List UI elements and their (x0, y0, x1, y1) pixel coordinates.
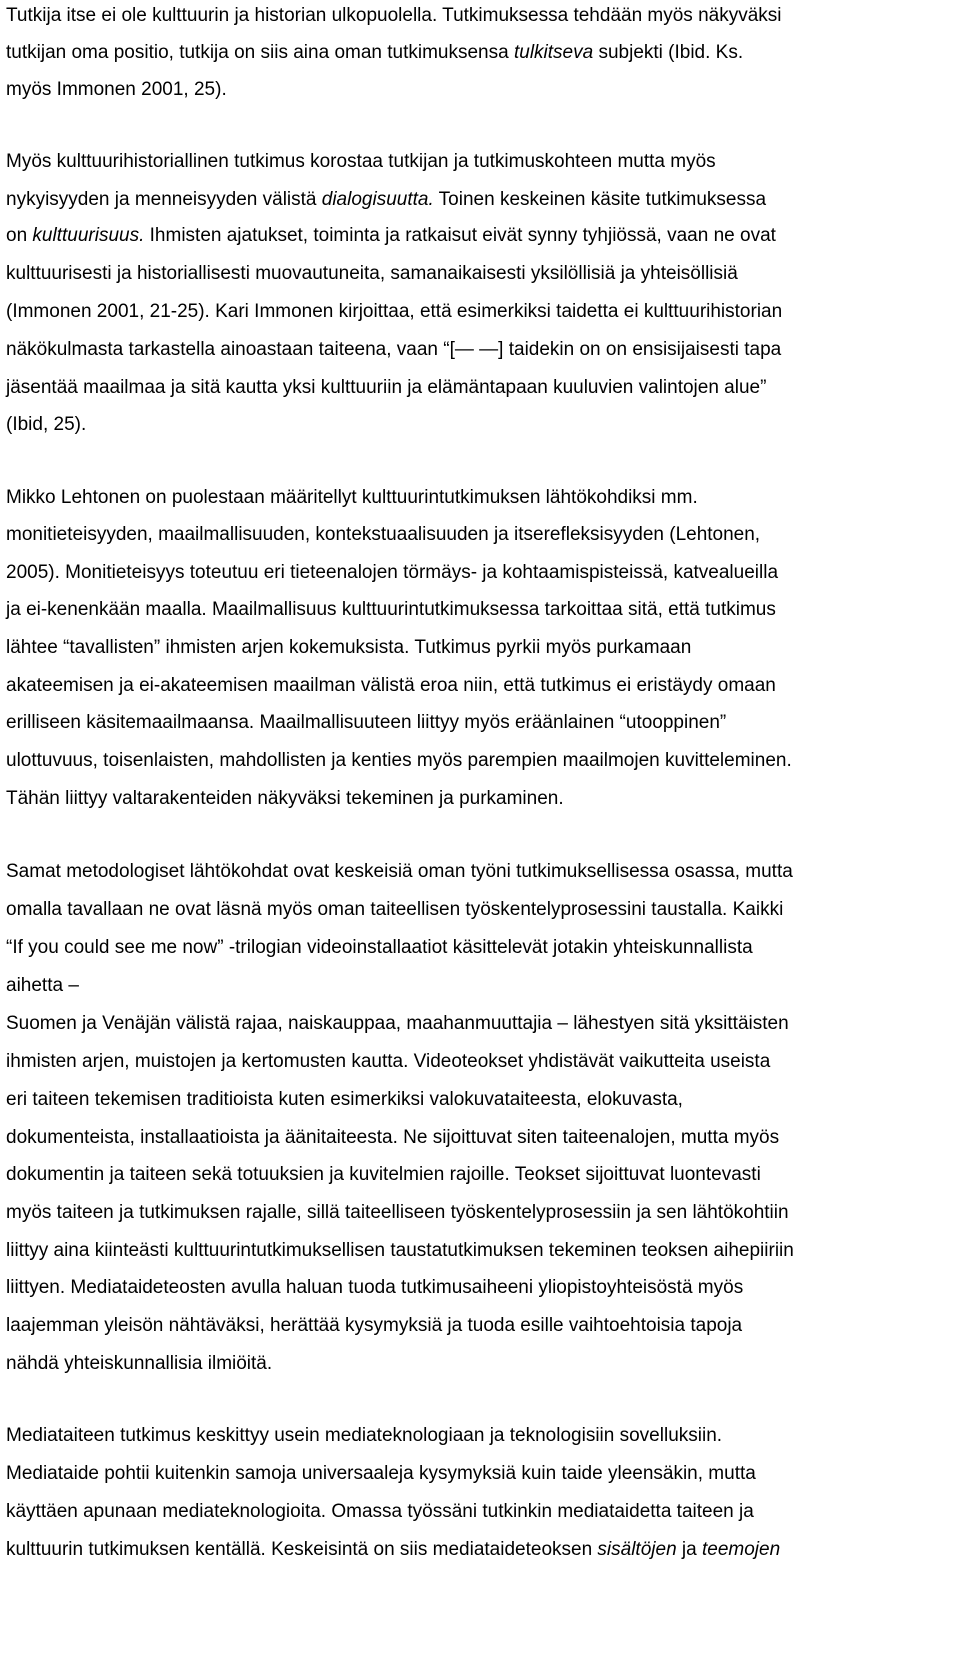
text-line (6, 561, 778, 585)
text-run: ihmisten arjen, muistojen ja kertomusten kautta. Videoteokset yhdistävät vaikutteita useista (6, 1051, 771, 1072)
text-run: ja (676, 1539, 702, 1560)
text-run: erilliseen käsitemaailmaansa. Maailmallisuuteen liittyy myös eräänlainen “utooppinen” (6, 712, 727, 733)
text-line (6, 300, 782, 324)
text-line (6, 860, 793, 884)
text-run: Suomen ja Venäjän välistä rajaa, naiskauppaa, maahanmuuttajia – lähestyen sitä yksittäisten (6, 1013, 789, 1034)
text-run: “If you could see me now” -trilogian videoinstallaatiot käsittelevät jotakin yhteiskunnallista (6, 937, 753, 958)
text-line (6, 150, 716, 174)
text-run: omalla tavallaan ne ovat läsnä myös oman taiteellisen työskentelyprosessini taustalla. Kaikki (6, 899, 784, 920)
text-run: eri taiteen tekemisen traditioista kuten esimerkiksi valokuvataiteesta, elokuvasta, (6, 1089, 683, 1110)
text-line (6, 898, 783, 922)
text-run: Tähän liittyy valtarakenteiden näkyväksi tekeminen ja purkaminen. (6, 788, 564, 809)
text-run: lähtee “tavallisten” ihmisten arjen kokemuksista. Tutkimus pyrkii myös purkamaan (6, 637, 692, 658)
italic-term: kulttuurisuus. (32, 225, 145, 246)
text-line (6, 1126, 779, 1150)
text-line (6, 1462, 756, 1486)
italic-term: sisältöjen (597, 1539, 677, 1560)
text-run: kulttuurin tutkimuksen kentällä. Keskeisintä on siis mediataideteoksen (6, 1539, 598, 1560)
text-line (6, 711, 726, 735)
text-run: Ihmisten ajatukset, toiminta ja ratkaisut eivät synny tyhjiössä, vaan ne ovat (144, 225, 776, 246)
text-line (6, 598, 776, 622)
text-run: Mediataide pohtii kuitenkin samoja universaaleja kysymyksiä kuin taide yleensäkin, mutta (6, 1463, 756, 1484)
text-run: myös taiteen ja tutkimuksen rajalle, sillä taiteelliseen työskentelyprosessiin ja sen lähtökohtiin (6, 1202, 789, 1223)
text-run: tutkijan oma positio, tutkija on siis aina oman tutkimuksensa (6, 42, 514, 63)
text-run: Toinen keskeinen käsite tutkimuksessa (433, 189, 767, 210)
text-line (6, 1012, 789, 1036)
text-line (6, 1050, 770, 1074)
text-line (6, 1276, 743, 1300)
text-line (6, 1352, 272, 1376)
text-line (6, 4, 782, 28)
text-line (6, 338, 781, 362)
text-run: dokumentin ja taiteen sekä totuuksien ja kuvitelmien rajoille. Teokset sijoittuvat luontevasti (6, 1164, 761, 1185)
text-line (6, 1314, 742, 1338)
text-run: liittyy aina kiinteästi kulttuurintutkimuksellisen taustatutkimuksen tekeminen teoksen aihepiiriin (6, 1240, 794, 1261)
text-run: (Immonen 2001, 21-25). Kari Immonen kirjoittaa, että esimerkiksi taidetta ei kulttuurihistorian (6, 301, 783, 322)
text-run: Myös kulttuurihistoriallinen tutkimus korostaa tutkijan ja tutkimuskohteen mutta myös (6, 151, 716, 172)
text-line (6, 413, 86, 437)
text-run: näkökulmasta tarkastella ainoastaan taiteena, vaan “[— —] taidekin on on ensisijaisesti tapa (6, 339, 782, 360)
text-run: on (6, 225, 33, 246)
text-line (6, 262, 738, 286)
text-line (6, 674, 776, 698)
text-line (6, 41, 743, 65)
italic-term: dialogisuutta. (321, 189, 434, 210)
text-run: Tutkija itse ei ole kulttuurin ja historian ulkopuolella. Tutkimuksessa tehdään myös näkyväksi (6, 5, 782, 26)
text-run: jäsentää maailmaa ja sitä kautta yksi kulttuuriin ja elämäntapaan kuuluvien valintojen alue” (6, 377, 767, 398)
text-run: ja ei-kenenkään maalla. Maailmallisuus kulttuurintutkimuksessa tarkoittaa sitä, että tutkimus (6, 599, 776, 620)
text-run: Samat metodologiset lähtökohdat ovat keskeisiä oman työni tutkimuksellisessa osassa, mutta (6, 861, 793, 882)
text-line (6, 749, 792, 773)
text-run: Mediataiteen tutkimus keskittyy usein mediateknologiaan ja teknologisiin sovelluksiin. (6, 1425, 723, 1446)
text-run: Mikko Lehtonen on puolestaan määritellyt kulttuurintutkimuksen lähtökohdiksi mm. (6, 487, 698, 508)
text-run: aihetta – (6, 975, 79, 996)
text-run: liittyen. Mediataideteosten avulla haluan tuoda tutkimusaiheeni yliopistoyhteisöstä myös (6, 1277, 744, 1298)
text-line (6, 1424, 722, 1448)
text-line (6, 486, 698, 510)
italic-term: teemojen (702, 1539, 781, 1560)
text-run: dokumenteista, installaatioista ja äänitaiteesta. Ne sijoittuvat siten taiteenalojen, mutta myös (6, 1127, 780, 1148)
text-run: (Ibid, 25). (6, 414, 87, 435)
text-line (6, 376, 766, 400)
text-line (6, 636, 691, 660)
text-line (6, 1201, 789, 1225)
text-run: laajemman yleisön nähtäväksi, herättää kysymyksiä ja tuoda esille vaihtoehtoisia tapoja (6, 1315, 743, 1336)
text-run: myös Immonen 2001, 25). (6, 79, 227, 100)
text-run: kulttuurisesti ja historiallisesti muovautuneita, samanaikaisesti yksilöllisiä ja yhteisöllisiä (6, 263, 738, 284)
text-line (6, 936, 753, 960)
text-run: käyttäen apunaan mediateknologioita. Omassa työssäni tutkinkin mediataidetta taiteen ja (6, 1501, 754, 1522)
text-line (6, 1239, 794, 1263)
text-run: nykyisyyden ja menneisyyden välistä (6, 189, 322, 210)
text-run: akateemisen ja ei-akateemisen maailman välistä eroa niin, että tutkimus ei eristäydy omaan (6, 675, 776, 696)
text-line (6, 1088, 683, 1112)
text-line (6, 1163, 761, 1187)
text-line (6, 224, 776, 248)
text-line (6, 1538, 780, 1562)
text-line (6, 787, 564, 811)
text-run: 2005). Monitieteisyys toteutuu eri tieteenalojen törmäys- ja kohtaamispisteissä, katvealueilla (6, 562, 779, 583)
italic-term: tulkitseva (513, 42, 594, 63)
text-run: monitieteisyyden, maailmallisuuden, kontekstuaalisuuden ja itserefleksisyyden (Lehtonen, (6, 524, 761, 545)
text-run: nähdä yhteiskunnallisia ilmiöitä. (6, 1353, 273, 1374)
text-line (6, 1500, 754, 1524)
text-line (6, 188, 766, 212)
text-run: subjekti (Ibid. Ks. (593, 42, 744, 63)
text-line (6, 78, 227, 102)
text-line (6, 523, 760, 547)
text-run: ulottuvuus, toisenlaisten, mahdollisten ja kenties myös parempien maailmojen kuvitteleminen. (6, 750, 792, 771)
text-line (6, 974, 79, 998)
